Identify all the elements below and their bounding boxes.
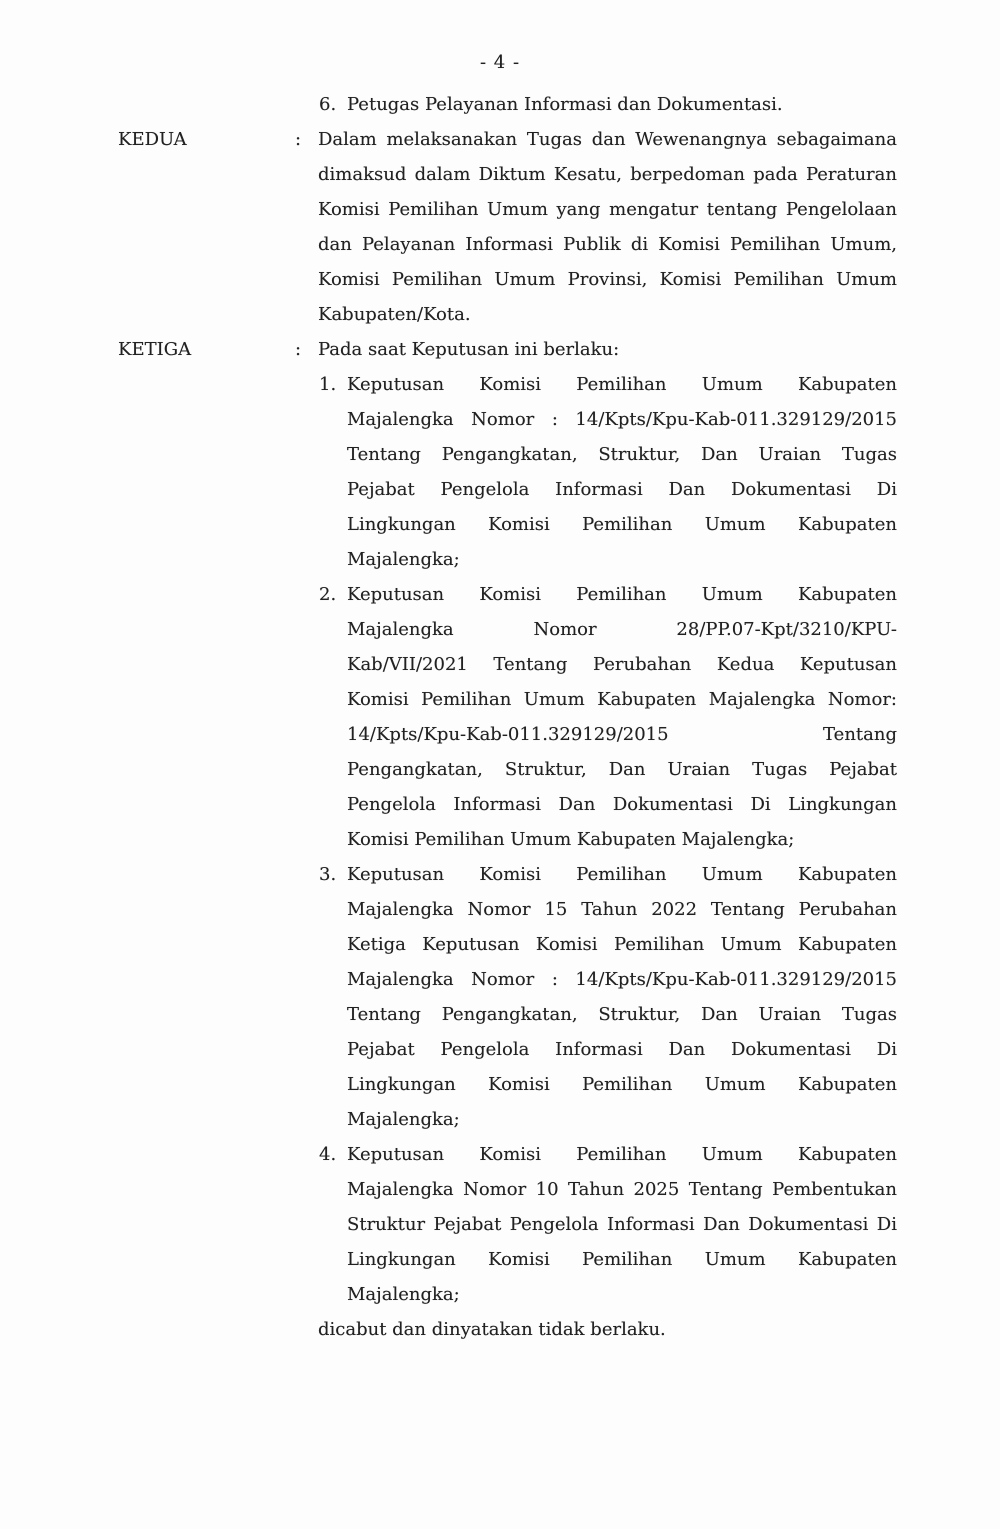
list-item — [318, 1137, 897, 1312]
text-line: Majalengka Nomor 15 Tahun 2022 Tentang Perubahan — [347, 899, 897, 920]
list-item-text — [347, 367, 897, 577]
text-line: Struktur Pejabat Pengelola Informasi Dan Dokumentasi Di — [347, 1214, 897, 1235]
kesatu-continuation-row — [118, 87, 897, 122]
text-line: Keputusan Komisi Pemilihan Umum Kabupaten — [347, 374, 897, 395]
text-line: Tentang Pengangkatan, Struktur, Dan Uraian Tugas — [347, 1004, 897, 1025]
list-item — [318, 87, 897, 122]
list-item-text — [347, 1137, 897, 1312]
dictum-separator-empty — [295, 87, 318, 122]
list-item-number: 1. — [319, 374, 337, 395]
text-line: Komisi Pemilihan Umum Kabupaten Majalengka Nomor: — [347, 689, 897, 710]
text-line: Lingkungan Komisi Pemilihan Umum Kabupaten — [347, 1249, 897, 1270]
text-line: Keputusan Komisi Pemilihan Umum Kabupaten — [347, 864, 897, 885]
text-line: Majalengka Nomor : 14/Kpts/Kpu-Kab-011.329129/2015 — [347, 969, 897, 990]
text-line: Lingkungan Komisi Pemilihan Umum Kabupaten — [347, 514, 897, 535]
dictum-kedua-separator: : — [295, 129, 302, 150]
dictum-ketiga-text — [318, 332, 897, 1347]
list-item-number: 6. — [319, 94, 337, 115]
list-item-number: 4. — [319, 1144, 337, 1165]
kesatu-item-6 — [318, 87, 897, 122]
dictum-ketiga-closing: dicabut dan dinyatakan tidak berlaku. — [318, 1319, 666, 1340]
text-line: Majalengka Nomor : 14/Kpts/Kpu-Kab-011.329129/2015 — [347, 409, 897, 430]
dictum-ketiga-row — [118, 332, 897, 1347]
text-line: Pejabat Pengelola Informasi Dan Dokumentasi Di — [347, 1039, 897, 1060]
text-line: Kab/VII/2021 Tentang Perubahan Kedua Keputusan — [347, 654, 897, 675]
text-line: dan Pelayanan Informasi Publik di Komisi Pemilihan Umum, — [318, 234, 897, 255]
text-line: Pengangkatan, Struktur, Dan Uraian Tugas Pejabat — [347, 759, 897, 780]
dictum-kedua-text — [318, 122, 897, 332]
list-item — [318, 857, 897, 1137]
dictum-ketiga-separator: : — [295, 339, 302, 360]
text-line: Majalengka Nomor 28/PP.07-Kpt/3210/KPU- — [347, 619, 897, 640]
text-line: Pengelola Informasi Dan Dokumentasi Di Lingkungan — [347, 794, 897, 815]
document-body — [118, 87, 897, 1347]
text-line: Komisi Pemilihan Umum Kabupaten Majalengka; — [347, 829, 795, 850]
text-line: Komisi Pemilihan Umum yang mengatur tentang Pengelolaan — [318, 199, 897, 220]
text-line: Majalengka; — [347, 1109, 460, 1130]
dictum-label-empty — [118, 87, 295, 122]
text-line: Komisi Pemilihan Umum Provinsi, Komisi Pemilihan Umum — [318, 269, 897, 290]
text-line: Keputusan Komisi Pemilihan Umum Kabupaten — [347, 1144, 897, 1165]
text-line: Tentang Pengangkatan, Struktur, Dan Uraian Tugas — [347, 444, 897, 465]
text-line: Dalam melaksanakan Tugas dan Wewenangnya sebagaimana — [318, 129, 897, 150]
text-line: Majalengka Nomor 10 Tahun 2025 Tentang Pembentukan — [347, 1179, 897, 1200]
dictum-kedua-label: KEDUA — [118, 129, 187, 150]
list-item — [318, 367, 897, 577]
text-line: dimaksud dalam Diktum Kesatu, berpedoman pada Peraturan — [318, 164, 897, 185]
list-item — [318, 577, 897, 857]
list-item-number: 2. — [319, 584, 337, 605]
page-number: - 4 - — [479, 52, 521, 73]
text-line: Lingkungan Komisi Pemilihan Umum Kabupaten — [347, 1074, 897, 1095]
dictum-ketiga-intro: Pada saat Keputusan ini berlaku: — [318, 339, 620, 360]
text-line: Pejabat Pengelola Informasi Dan Dokumentasi Di — [347, 479, 897, 500]
text-line: Kabupaten/Kota. — [318, 304, 471, 325]
list-item-number: 3. — [319, 864, 337, 885]
text-line: Majalengka; — [347, 1284, 460, 1305]
text-line: 14/Kpts/Kpu-Kab-011.329129/2015 Tentang — [347, 724, 897, 745]
dictum-kedua-row — [118, 122, 897, 332]
text-line: Majalengka; — [347, 549, 460, 570]
list-item-text: Petugas Pelayanan Informasi dan Dokumentasi. — [347, 94, 783, 115]
text-line: Keputusan Komisi Pemilihan Umum Kabupaten — [347, 584, 897, 605]
list-item-text — [347, 577, 897, 857]
text-line: Ketiga Keputusan Komisi Pemilihan Umum Kabupaten — [347, 934, 897, 955]
dictum-ketiga-label: KETIGA — [118, 339, 192, 360]
list-item-text — [347, 857, 897, 1137]
